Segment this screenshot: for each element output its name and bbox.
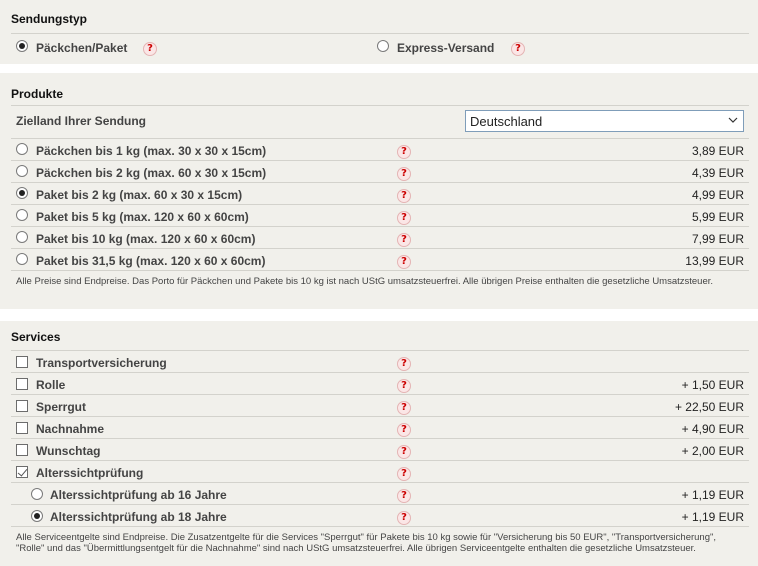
product-price: 13,99 EUR bbox=[685, 254, 744, 268]
product-help-icon[interactable]: ? bbox=[397, 209, 411, 225]
produkte-note: Alle Preise sind Endpreise. Das Porto für Päckchen und Pakete bis 10 kg ist nach UStG umsatzsteuerfrei. Alle übrigen Preise enthalten die gesetzliche Umsatzsteuer. bbox=[16, 276, 714, 287]
product-row[interactable] bbox=[11, 249, 749, 271]
service-checkbox[interactable] bbox=[16, 400, 28, 412]
service-sub-label[interactable]: Alterssichtprüfung ab 18 Jahre bbox=[50, 510, 227, 524]
product-label[interactable]: Paket bis 5 kg (max. 120 x 60 x 60cm) bbox=[36, 210, 249, 224]
service-help-icon[interactable]: ? bbox=[397, 355, 411, 371]
section-gap bbox=[0, 64, 758, 73]
product-label[interactable]: Päckchen bis 1 kg (max. 30 x 30 x 15cm) bbox=[36, 144, 267, 158]
service-row[interactable] bbox=[11, 351, 749, 373]
services-heading: Services bbox=[11, 330, 61, 344]
express-versand-radio[interactable] bbox=[377, 40, 389, 52]
service-help-icon[interactable]: ? bbox=[397, 399, 411, 415]
service-price: + 2,00 EUR bbox=[681, 444, 744, 458]
product-radio[interactable] bbox=[16, 143, 28, 155]
service-row[interactable] bbox=[11, 439, 749, 461]
product-price: 5,99 EUR bbox=[691, 210, 744, 224]
service-help-icon[interactable]: ? bbox=[397, 443, 411, 459]
paeckchen-paket-radio[interactable] bbox=[16, 40, 28, 52]
service-sub-radio[interactable] bbox=[31, 488, 43, 500]
services-note: Alle Serviceentgelte sind Endpreise. Die Zusatzentgelte für die Services "Sperrgut" für Pakete bis 10 kg sowie für "Versicherung bis 50 EUR", "Transportversicherung", "Rolle" und das "Übermittlungsentgelt für die Nachnahme" sind nach UStG umsatzsteuerfrei. Alle übrigen Serviceentgelte enthalten die gesetzliche Umsatzsteuer. bbox=[16, 532, 716, 554]
product-row[interactable] bbox=[11, 139, 749, 161]
service-label[interactable]: Transportversicherung bbox=[36, 356, 167, 370]
product-label[interactable]: Paket bis 10 kg (max. 120 x 60 x 60cm) bbox=[36, 232, 256, 246]
product-radio[interactable] bbox=[16, 209, 28, 221]
express-versand-help-icon[interactable]: ? bbox=[511, 40, 525, 56]
product-help-icon[interactable]: ? bbox=[397, 165, 411, 181]
product-radio[interactable] bbox=[16, 231, 28, 243]
divider bbox=[11, 33, 749, 34]
product-radio[interactable] bbox=[16, 187, 28, 199]
sendungstyp-heading: Sendungstyp bbox=[11, 12, 88, 26]
service-label[interactable]: Alterssichtprüfung bbox=[36, 466, 144, 480]
sendungstyp-section bbox=[0, 0, 758, 64]
service-checkbox[interactable] bbox=[16, 444, 28, 456]
service-sub-price: + 1,19 EUR bbox=[681, 510, 744, 524]
zielland-select[interactable] bbox=[465, 110, 744, 132]
product-row[interactable] bbox=[11, 161, 749, 183]
service-checkbox[interactable] bbox=[16, 422, 28, 434]
service-price: + 1,50 EUR bbox=[681, 378, 744, 392]
paeckchen-paket-help-icon[interactable]: ? bbox=[143, 40, 157, 56]
product-help-icon[interactable]: ? bbox=[397, 187, 411, 203]
service-label[interactable]: Wunschtag bbox=[36, 444, 101, 458]
service-checkbox[interactable] bbox=[16, 466, 28, 478]
product-row[interactable] bbox=[11, 227, 749, 249]
paeckchen-paket-label[interactable]: Päckchen/Paket bbox=[36, 41, 128, 55]
service-sub-price: + 1,19 EUR bbox=[681, 488, 744, 502]
product-label[interactable]: Päckchen bis 2 kg (max. 60 x 30 x 15cm) bbox=[36, 166, 267, 180]
service-sub-help-icon[interactable]: ? bbox=[397, 509, 411, 525]
product-label[interactable]: Paket bis 31,5 kg (max. 120 x 60 x 60cm) bbox=[36, 254, 266, 268]
produkte-heading: Produkte bbox=[11, 87, 64, 101]
service-sub-help-icon[interactable]: ? bbox=[397, 487, 411, 503]
product-price: 7,99 EUR bbox=[691, 232, 744, 246]
service-sub-row[interactable] bbox=[11, 483, 749, 505]
service-row[interactable] bbox=[11, 417, 749, 439]
service-checkbox[interactable] bbox=[16, 356, 28, 368]
service-checkbox[interactable] bbox=[16, 378, 28, 390]
service-row[interactable] bbox=[11, 395, 749, 417]
service-sub-row[interactable] bbox=[11, 505, 749, 527]
chevron-down-icon bbox=[728, 115, 738, 125]
product-radio[interactable] bbox=[16, 253, 28, 265]
section-gap bbox=[0, 309, 758, 321]
zielland-value: Deutschland bbox=[470, 114, 543, 129]
service-sub-label[interactable]: Alterssichtprüfung ab 16 Jahre bbox=[50, 488, 227, 502]
product-help-icon[interactable]: ? bbox=[397, 231, 411, 247]
product-row[interactable] bbox=[11, 205, 749, 227]
product-label[interactable]: Paket bis 2 kg (max. 60 x 30 x 15cm) bbox=[36, 188, 243, 202]
service-row[interactable] bbox=[11, 373, 749, 395]
service-help-icon[interactable]: ? bbox=[397, 465, 411, 481]
service-price: + 22,50 EUR bbox=[674, 400, 744, 414]
service-label[interactable]: Sperrgut bbox=[36, 400, 87, 414]
zielland-label: Zielland Ihrer Sendung bbox=[16, 114, 147, 128]
service-label[interactable]: Rolle bbox=[36, 378, 66, 392]
service-help-icon[interactable]: ? bbox=[397, 377, 411, 393]
product-price: 4,99 EUR bbox=[691, 188, 744, 202]
service-help-icon[interactable]: ? bbox=[397, 421, 411, 437]
service-sub-radio[interactable] bbox=[31, 510, 43, 522]
product-radio[interactable] bbox=[16, 165, 28, 177]
product-help-icon[interactable]: ? bbox=[397, 143, 411, 159]
service-row[interactable] bbox=[11, 461, 749, 483]
product-help-icon[interactable]: ? bbox=[397, 253, 411, 269]
service-label[interactable]: Nachnahme bbox=[36, 422, 105, 436]
divider bbox=[11, 105, 749, 106]
service-price: + 4,90 EUR bbox=[681, 422, 744, 436]
product-price: 4,39 EUR bbox=[691, 166, 744, 180]
product-row[interactable] bbox=[11, 183, 749, 205]
product-price: 3,89 EUR bbox=[691, 144, 744, 158]
express-versand-label[interactable]: Express-Versand bbox=[397, 41, 495, 55]
